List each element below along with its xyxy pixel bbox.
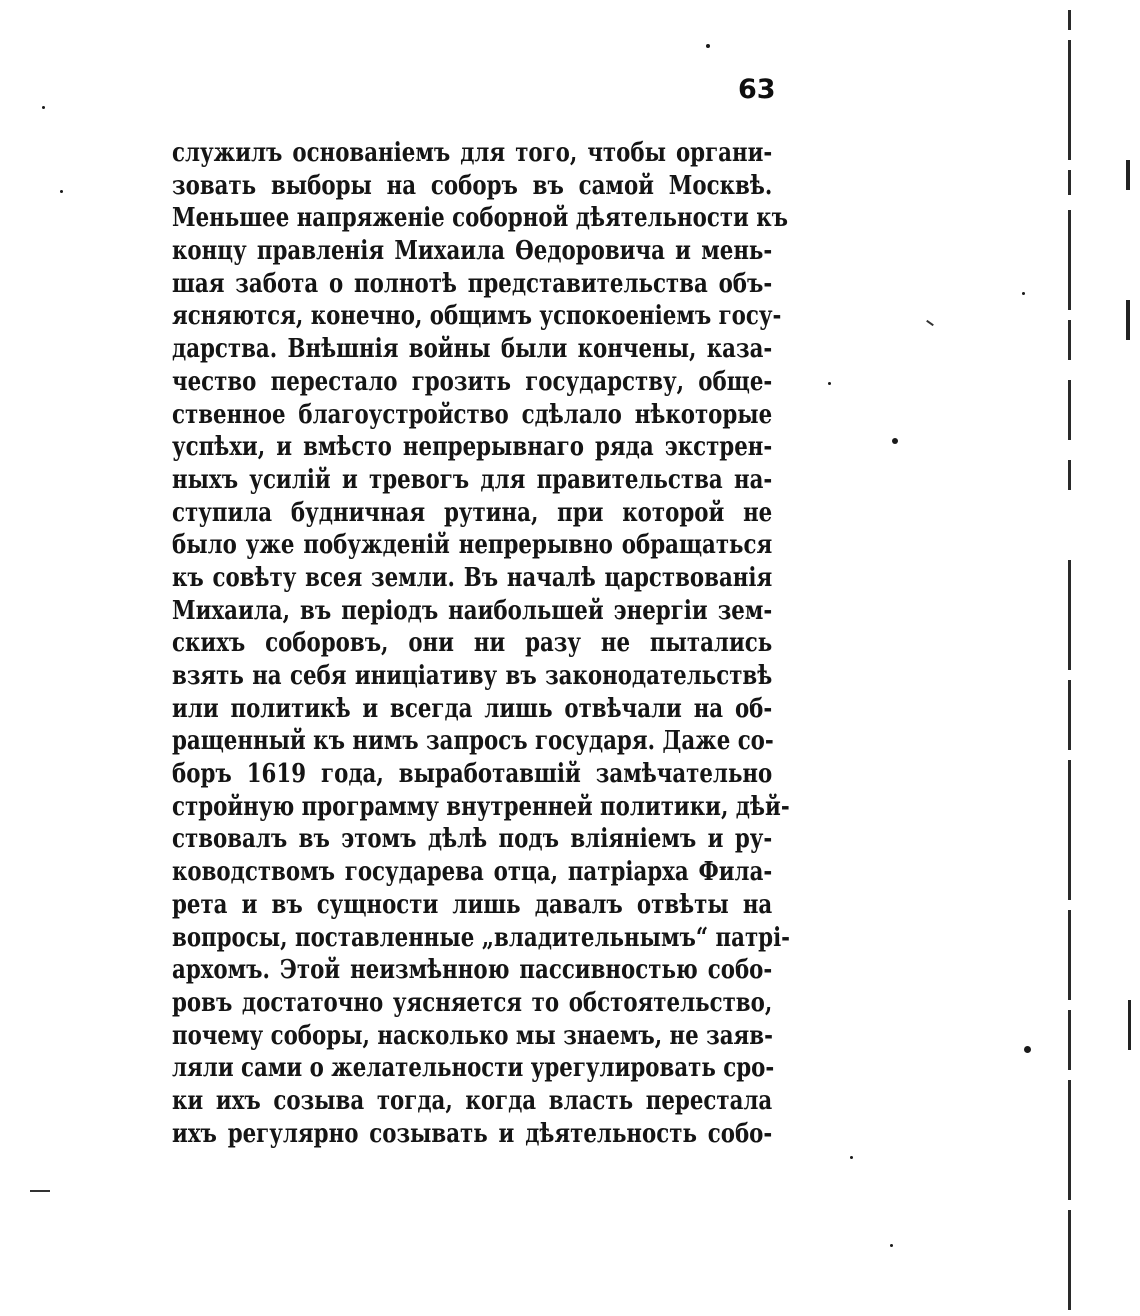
- text-line: или политикѣ и всегда лишь отвѣчали на об-: [172, 693, 773, 724]
- page-binding-edge: [1066, 0, 1074, 1316]
- text-line: ясняются, конечно, общимъ успокоеніемъ госу-: [172, 301, 782, 332]
- page-number: 63: [738, 74, 776, 105]
- text-line: взять на себя иниціативу въ законодательствѣ: [172, 661, 773, 691]
- text-line: дарства. Внѣшнія войны были кончены, каза-: [172, 334, 773, 365]
- scan-speck: [706, 44, 710, 48]
- text-line: ращенный къ нимъ запросъ государя. Даже со-: [172, 726, 774, 757]
- text-line: ствовалъ въ этомъ дѣлѣ подъ вліяніемъ и ру-: [172, 824, 773, 855]
- scan-mark: [926, 320, 934, 326]
- text-line: вопросы, поставленные „владительнымъ“ патрі-: [172, 922, 791, 953]
- text-line: ровъ достаточно уясняется то обстоятельство,: [172, 987, 773, 1018]
- text-line: скихъ соборовъ, они ни разу не пытались: [172, 628, 773, 659]
- text-line: Меньшее напряженіе соборной дѣятельности къ: [172, 203, 789, 234]
- text-line: архомъ. Этой неизмѣнною пассивностью собо-: [172, 955, 773, 986]
- scan-speck: [60, 190, 63, 193]
- text-line: Михаила, въ періодъ наибольшей энергіи зем-: [172, 595, 773, 626]
- text-line: ныхъ усилій и тревогъ для правительства на-: [172, 464, 773, 495]
- text-line: чество перестало грозить государству, обще-: [172, 366, 773, 397]
- body-text: [172, 137, 791, 1150]
- text-line: концу правленія Михаила Ѳедоровича и мень-: [172, 236, 773, 267]
- text-line: служилъ основаніемъ для того, чтобы органи-: [172, 138, 773, 168]
- scan-speck: [1024, 1046, 1031, 1053]
- scan-mark: [1126, 160, 1130, 190]
- scan-speck: [850, 1156, 853, 1159]
- text-line: ступила будничная рутина, при которой не: [172, 497, 773, 528]
- text-line: почему соборы, насколько мы знаемъ, не заяв-: [172, 1020, 773, 1051]
- scan-mark: [1128, 1000, 1131, 1050]
- text-line: ляли сами о желательности урегулировать сро-: [172, 1053, 775, 1084]
- text-line: шая забота о полнотѣ представительства объ-: [172, 268, 773, 299]
- scan-mark: [30, 1190, 50, 1192]
- scan-speck: [1022, 292, 1025, 295]
- text-line: успѣхи, и вмѣсто непрерывнаго ряда экстрен-: [172, 432, 773, 463]
- scan-speck: [42, 106, 45, 109]
- text-line: ственное благоустройство сдѣлало нѣкоторые: [172, 399, 773, 430]
- scan-mark: [1126, 300, 1130, 340]
- text-line: рета и въ сущности лишь давалъ отвѣты на: [172, 889, 773, 920]
- scan-speck: [890, 1244, 893, 1247]
- text-line: къ совѣту всея земли. Въ началѣ царствованія: [172, 562, 773, 593]
- text-line: зовать выборы на соборъ въ самой Москвѣ.: [172, 170, 773, 201]
- text-line: ки ихъ созыва тогда, когда власть перестала: [172, 1085, 773, 1116]
- text-line: стройную программу внутренней политики, дѣй-: [172, 791, 790, 822]
- text-line: было уже побужденій непрерывно обращаться: [172, 530, 773, 561]
- text-line: ководствомъ государева отца, патріарха Фила-: [172, 857, 773, 888]
- text-line: боръ 1619 года, выработавшій замѣчательно: [172, 759, 773, 790]
- text-line: ихъ регулярно созывать и дѣятельность собо-: [172, 1118, 773, 1149]
- scan-speck: [892, 438, 898, 444]
- scan-speck: [828, 382, 831, 385]
